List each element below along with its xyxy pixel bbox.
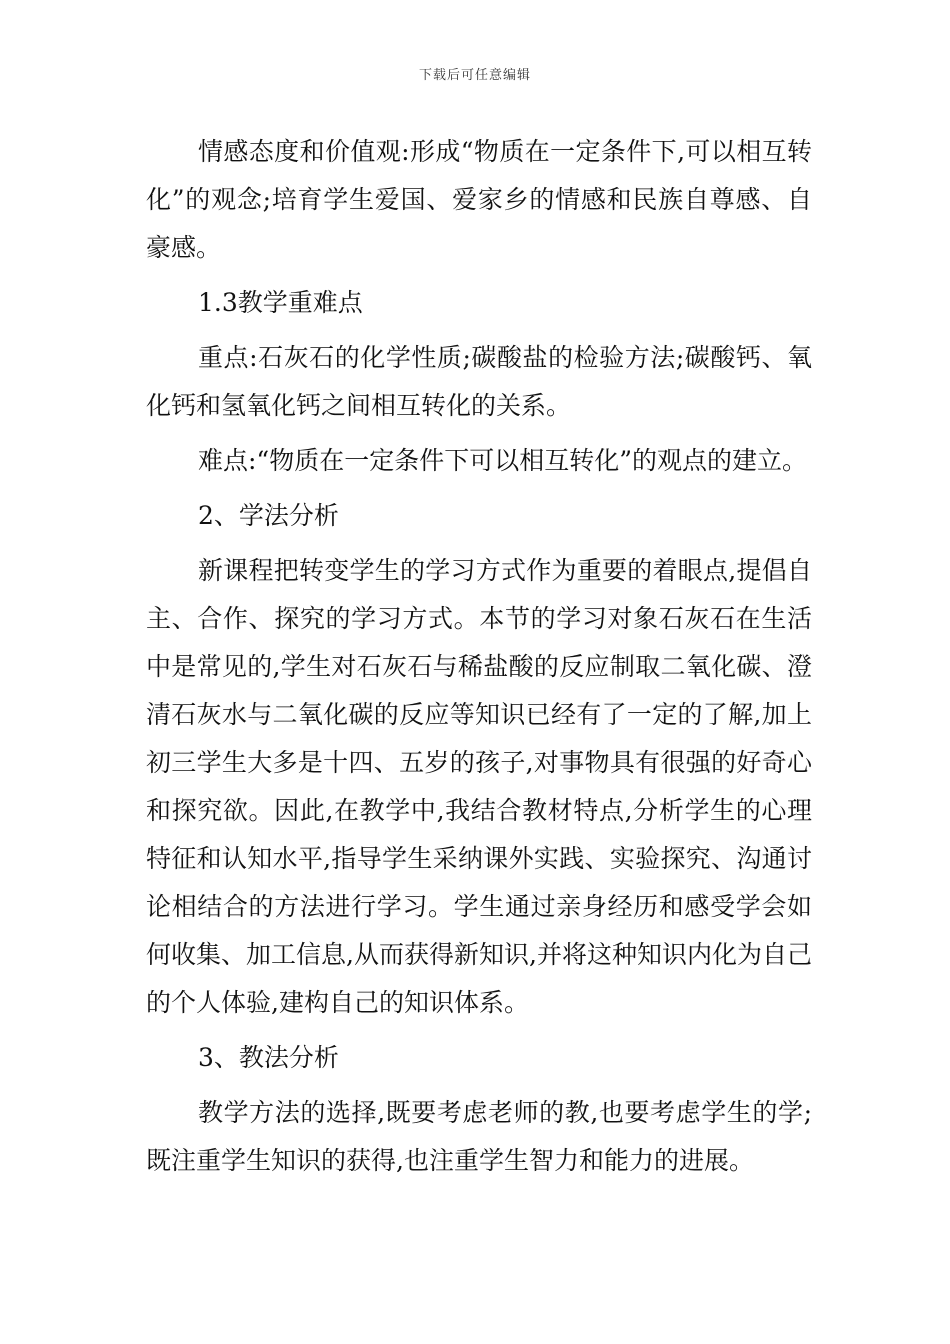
paragraph-teaching-method: 教学方法的选择,既要考虑老师的教,也要考虑学生的学;既注重学生知识的获得,也注重学生智力和能力的进展。: [146, 1098, 812, 1175]
paragraph-key-points: 重点:石灰石的化学性质;碳酸盐的检验方法;碳酸钙、氧化钙和氢氧化钙之间相互转化的关系。: [146, 343, 812, 420]
section-heading-learning-method: 2、学法分析: [198, 501, 339, 530]
paragraph-learning-method: 新课程把转变学生的学习方式作为重要的着眼点,提倡自主、合作、探究的学习方式。本节的学习对象石灰石在生活中是常见的,学生对石灰石与稀盐酸的反应制取二氧化碳、澄清石灰水与二氧化碳的反应等知识已经有了一定的了解,加上初三学生大多是十四、五岁的孩子,对事物具有很强的好奇心和探究欲。因此,在教学中,我结合教材特点,分析学生的心理特征和认知水平,指导学生采纳课外实践、实验探究、沟通讨论相结合的方法进行学习。学生通过亲身经历和感受学会如何收集、加工信息,从而获得新知识,并将这种知识内化为自己的个人体验,建构自己的知识体系。: [146, 556, 812, 1017]
paragraph-affective-goals: 情感态度和价值观:形成“物质在一定条件下,可以相互转化”的观念;培育学生爱国、爱家乡的情感和民族自尊感、自豪感。: [146, 137, 812, 262]
paragraph-difficult-points: 难点:“物质在一定条件下可以相互转化”的观点的建立。: [198, 446, 807, 475]
document-body: [146, 128, 812, 1192]
section-heading-teaching-method: 3、教法分析: [198, 1043, 339, 1072]
page-header: 下载后可任意编辑: [418, 68, 531, 83]
section-heading-key-difficult-points: 1.3教学重难点: [198, 288, 363, 317]
